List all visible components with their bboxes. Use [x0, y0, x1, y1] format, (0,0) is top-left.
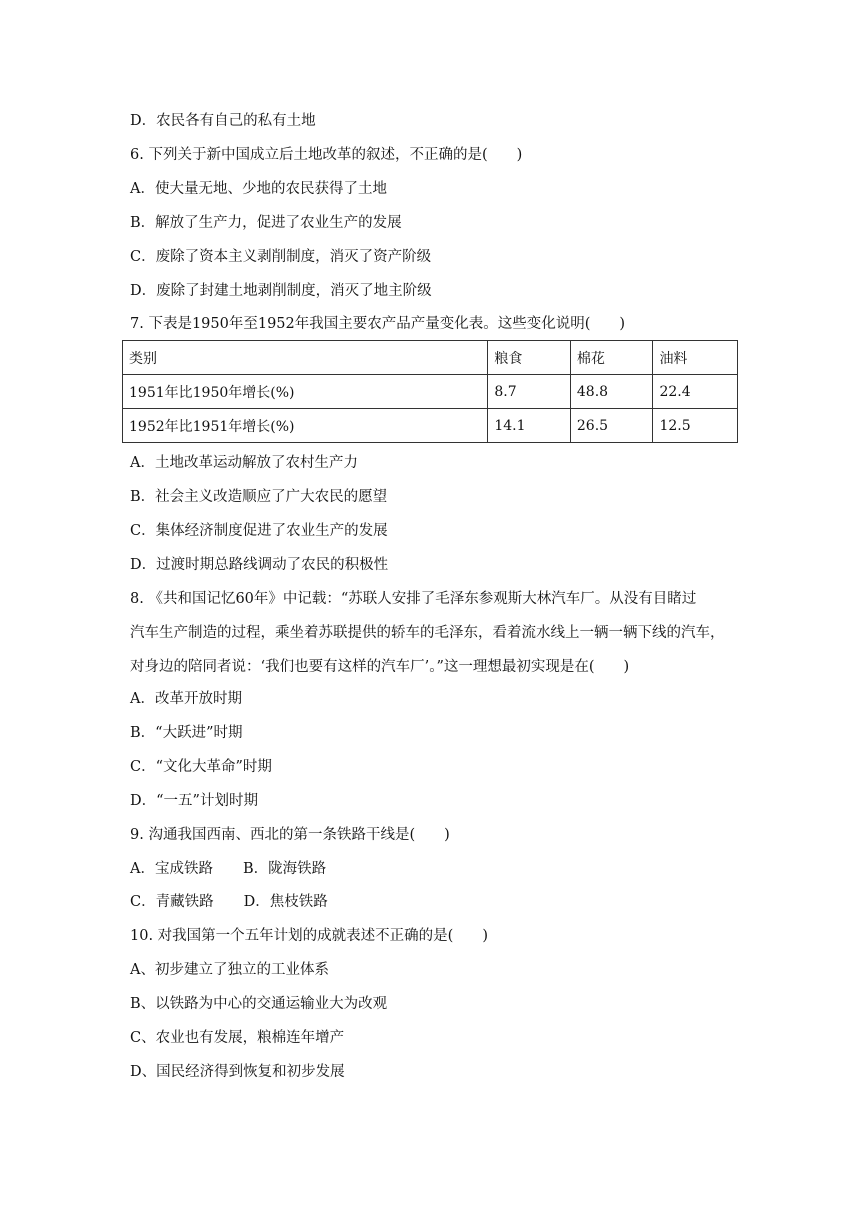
- q9-stem: 9. 沟通我国西南、西北的第一条铁路干线是( ): [130, 827, 450, 843]
- q8-option-a: A．改革开放时期: [130, 691, 242, 707]
- q7-stem: 7. 下表是1950年至1952年我国主要农产品产量变化表。这些变化说明( ): [130, 316, 626, 332]
- q9-option-b: B．陇海铁路: [242, 861, 327, 877]
- q8-stem-line: 汽车生产制造的过程，乘坐着苏联提供的轿车的毛泽东，看着流水线上一辆一辆下线的汽车，: [130, 625, 725, 641]
- table-header-cell: 棉花: [570, 341, 653, 375]
- q9-option-d: D．焦枝铁路: [243, 894, 328, 910]
- table-cell: 1951年比1950年增长(%): [123, 375, 488, 409]
- table-row: [123, 409, 738, 443]
- q10-option-c: C、农业也有发展，粮棉连年增产: [130, 1030, 345, 1046]
- table-cell: 1952年比1951年增长(%): [123, 409, 488, 443]
- table-header-cell: 油料: [653, 341, 738, 375]
- q10-option-d: D、国民经济得到恢复和初步发展: [130, 1064, 345, 1080]
- q8-option-d: D．“一五”计划时期: [130, 793, 258, 809]
- q10-stem: 10. 对我国第一个五年计划的成就表述不正确的是( ): [130, 928, 488, 944]
- q8-option-c: C．“文化大革命”时期: [130, 759, 272, 775]
- table-cell: 48.8: [570, 375, 653, 409]
- q9-option-a: A．宝成铁路: [130, 861, 213, 877]
- q7-production-table: [122, 340, 738, 443]
- q7-option-b: B．社会主义改造顺应了广大农民的愿望: [130, 489, 388, 505]
- q9-options-row-2: [130, 892, 328, 912]
- q8-stem-line: 8. 《共和国记忆60年》中记载：“苏联人安排了毛泽东参观斯大林汽车厂。从没有目睹过: [130, 591, 697, 607]
- table-header-cell: 类别: [123, 341, 488, 375]
- q6-option-d: D．废除了封建土地剥削制度，消灭了地主阶级: [130, 283, 432, 299]
- table-header-cell: 粮食: [488, 341, 571, 375]
- q6-stem: 6. 下列关于新中国成立后土地改革的叙述，不正确的是( ): [130, 147, 523, 163]
- q7-option-a: A．土地改革运动解放了农村生产力: [130, 455, 358, 471]
- q8-stem-line: 对身边的陪同者说：‘我们也要有这样的汽车厂’。”这一理想最初实现是在( ): [130, 659, 630, 675]
- q8-stem: [130, 582, 735, 684]
- table-header-row: [123, 341, 738, 375]
- table-cell: 8.7: [488, 375, 571, 409]
- q7-option-d: D．过渡时期总路线调动了农民的积极性: [130, 557, 389, 573]
- q6-option-c: C．废除了资本主义剥削制度，消灭了资产阶级: [130, 249, 432, 265]
- q8-option-b: B．“大跃进”时期: [130, 725, 243, 741]
- table-cell: 14.1: [488, 409, 571, 443]
- q9-option-c: C．青藏铁路: [130, 894, 214, 910]
- table-cell: 22.4: [653, 375, 738, 409]
- q10-option-a: A、初步建立了独立的工业体系: [130, 962, 329, 978]
- q6-option-b: B．解放了生产力，促进了农业生产的发展: [130, 215, 402, 231]
- q6-option-a: A．使大量无地、少地的农民获得了土地: [130, 181, 387, 197]
- q5-option-d: D．农民各有自己的私有土地: [130, 113, 316, 129]
- q9-options-row-1: [130, 859, 326, 879]
- table-cell: 26.5: [570, 409, 653, 443]
- q7-option-c: C．集体经济制度促进了农业生产的发展: [130, 523, 388, 539]
- table-cell: 12.5: [653, 409, 738, 443]
- q10-option-b: B、以铁路为中心的交通运输业大为改观: [130, 996, 388, 1012]
- table-row: [123, 375, 738, 409]
